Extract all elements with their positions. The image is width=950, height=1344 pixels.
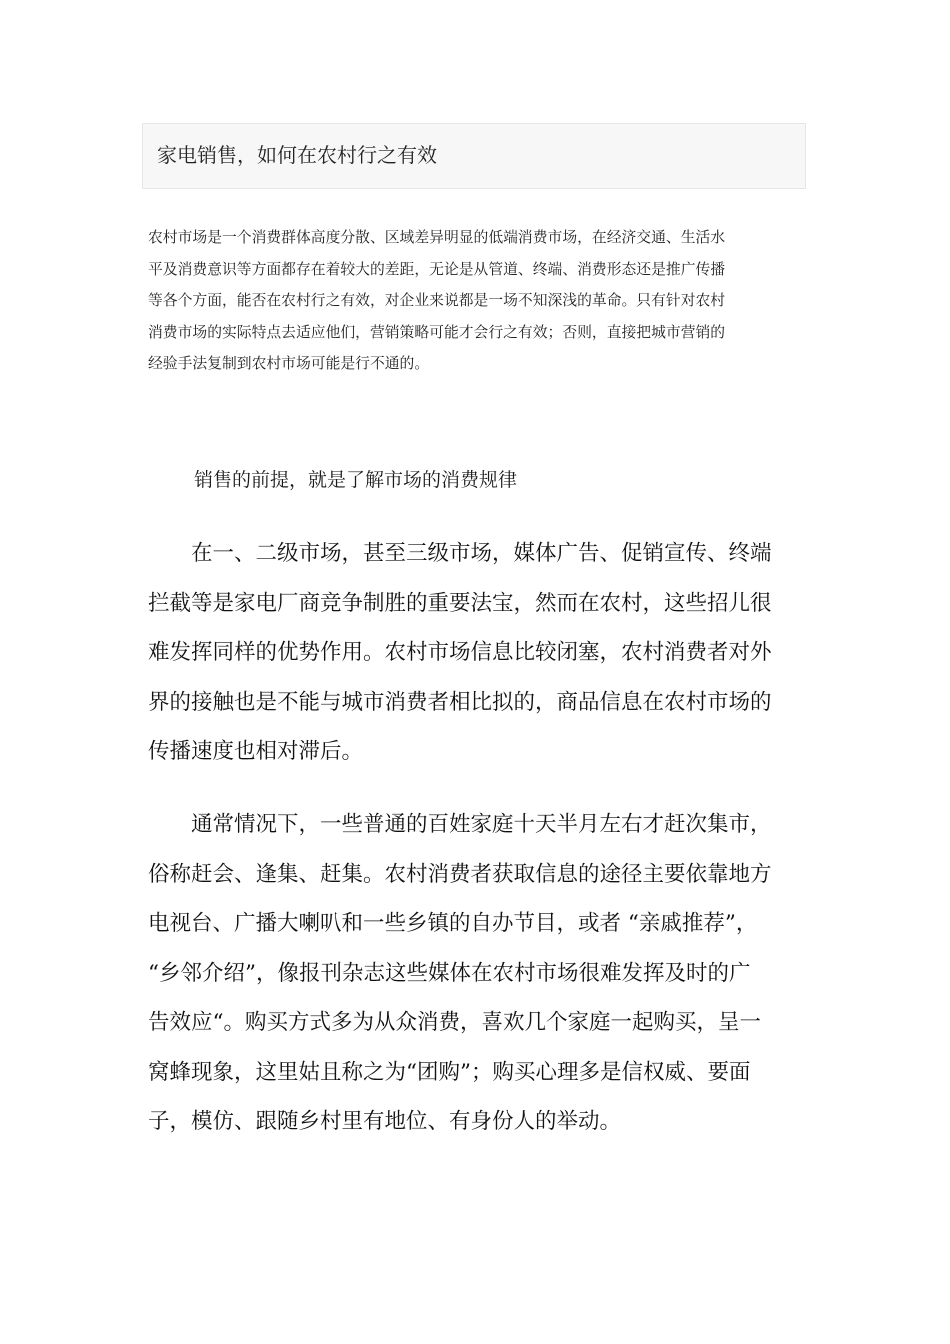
body-paragraph-1	[148, 529, 808, 777]
intro-line: 经验手法复制到农村市场可能是行不通的。	[148, 355, 430, 372]
intro-line: 等各个方面，能否在农村行之有效，对企业来说都是一场不知深浅的革命。只有针对农村	[148, 292, 726, 309]
intro-line: 平及消费意识等方面都存在着较大的差距，无论是从管道、终端、消费形态还是推广传播	[148, 260, 726, 278]
intro-paragraph	[148, 222, 808, 380]
paragraph-line: 电视台、广播大喇叭和一些乡镇的自办节目，或者 “亲戚推荐”，	[148, 911, 758, 936]
paragraph-line: 难发挥同样的优势作用。农村市场信息比较闭塞，农村消费者对外	[148, 640, 772, 665]
intro-line: 消费市场的实际特点去适应他们，营销策略可能才会行之有效；否则，直接把城市营销的	[148, 323, 726, 341]
paragraph-line: 俗称赶会、逢集、赶集。农村消费者获取信息的途径主要依靠地方	[148, 861, 772, 887]
intro-line: 农村市场是一个消费群体高度分散、区域差异明显的低端消费市场，在经济交通、生活水	[148, 229, 726, 246]
article-title-box	[142, 123, 806, 189]
paragraph-line: 界的接触也是不能与城市消费者相比拟的，商品信息在农村市场的	[148, 689, 772, 715]
body-paragraph-2	[148, 800, 808, 1147]
paragraph-line: “乡邻介绍”，像报刊杂志这些媒体在农村市场很难发挥及时的广	[148, 960, 751, 986]
paragraph-line: 告效应“。购买方式多为从众消费，喜欢几个家庭一起购买，呈一	[148, 1010, 761, 1035]
section-subheading: 销售的前提，就是了解市场的消费规律	[194, 469, 518, 491]
paragraph-line: 传播速度也相对滞后。	[148, 739, 364, 764]
paragraph-line: 窝蜂现象，这里姑且称之为“团购”；购买心理多是信权威、要面	[148, 1059, 751, 1085]
paragraph-line: 通常情况下，一些普通的百姓家庭十天半月左右才赶次集市，	[148, 812, 772, 837]
paragraph-line: 子，模仿、跟随乡村里有地位、有身份人的举动。	[148, 1109, 622, 1134]
paragraph-line: 拦截等是家电厂商竞争制胜的重要法宝，然而在农村，这些招儿很	[148, 590, 772, 616]
paragraph-line: 在一、二级市场，甚至三级市场，媒体广告、促销宣传、终端	[148, 541, 772, 566]
article-title: 家电销售，如何在农村行之有效	[157, 143, 437, 167]
